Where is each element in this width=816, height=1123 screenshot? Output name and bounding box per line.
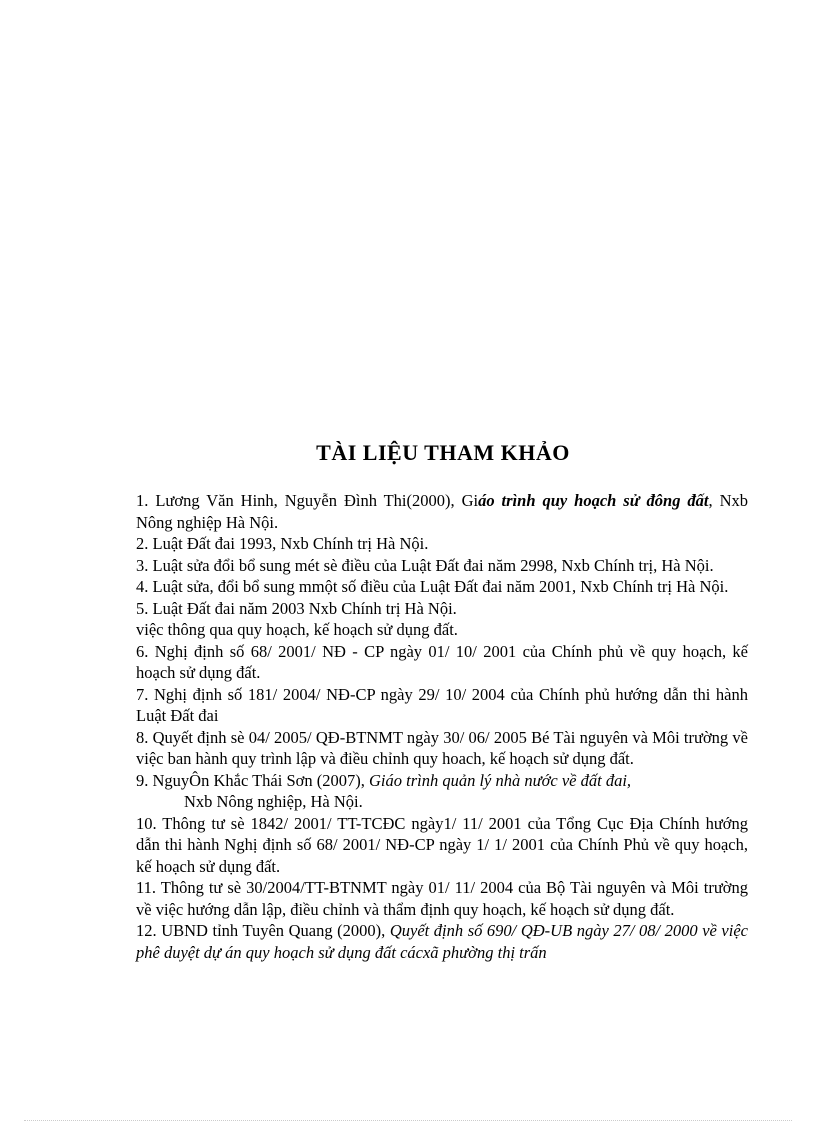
reference-title: áo trình quy hoạch sử đông đất	[478, 491, 709, 510]
reference-text: , Nxb Nông nghiệp Hà Nội.	[136, 491, 748, 532]
page-title: TÀI LIỆU THAM KHẢO	[316, 440, 570, 465]
reference-list	[136, 490, 748, 963]
reference-item: 10. Thông tư sè 1842/ 2001/ TT-TCĐC ngày1/ 11/ 2001 của Tổng Cục Địa Chính hướng dẫn thi hành Nghị định số 68/ 2001/ NĐ-CP ngày 1/ 1/ 2001 của Chính Phủ về quy hoạch, kế hoạch sử dụng đất.	[136, 813, 748, 876]
reference-item: 7. Nghị định số 181/ 2004/ NĐ-CP ngày 29/ 10/ 2004 của Chính phủ hướng dẫn thi hành Luật Đất đai	[136, 684, 748, 725]
reference-item: 2. Luật Đất đai 1993, Nxb Chính trị Hà Nội.	[136, 534, 429, 553]
reference-item: Nxb Nông nghiệp, Hà Nội.	[184, 792, 363, 811]
reference-item: 6. Nghị định số 68/ 2001/ NĐ - CP ngày 01/ 10/ 2001 của Chính phủ về quy hoạch, kế hoạch sử dụng đất.	[136, 641, 748, 682]
reference-item: 3. Luật sửa đổi bổ sung mét sè điều của Luật Đất đai năm 2998, Nxb Chính trị, Hà Nội.	[136, 555, 714, 575]
reference-text: 1. Lương Văn Hinh, Nguyễn Đình Thi(2000), Gi	[136, 491, 479, 510]
page-divider	[24, 1120, 792, 1121]
reference-item: 8. Quyết định sè 04/ 2005/ QĐ-BTNMT ngày 30/ 06/ 2005 Bé Tài nguyên và Môi trường về việc ban hành quy trình lập và điều chỉnh quy hoach, kế hoạch sử dụng đất.	[136, 727, 748, 768]
reference-text: 9. NguyÔn Khắc Thái Sơn (2007),	[136, 770, 369, 790]
reference-item	[136, 490, 748, 533]
reference-item	[136, 770, 748, 792]
reference-item: 5. Luật Đất đai năm 2003 Nxb Chính trị Hà Nội.	[136, 598, 457, 618]
reference-title: Giáo trình quản lý nhà nước về đất đai,	[368, 770, 632, 790]
reference-item	[136, 920, 748, 963]
reference-title: Quyết định số 690/ QĐ-UB ngày 27/ 08/ 2000 về việc phê duyệt dự án quy hoạch sử dụng đất cácxã phường thị trấn	[136, 921, 748, 962]
reference-item: 11. Thông tư sè 30/2004/TT-BTNMT ngày 01/ 11/ 2004 của Bộ Tài nguyên và Môi trường về việc hướng dẫn lập, điều chỉnh và thẩm định quy hoạch, kế hoạch sử dụng đất.	[136, 878, 748, 919]
reference-item: việc thông qua quy hoạch, kế hoạch sử dụng đất.	[136, 620, 458, 639]
reference-text: 12. UBND tỉnh Tuyên Quang (2000),	[136, 921, 390, 940]
reference-item: 4. Luật sửa, đổi bổ sung mmột số điều của Luật Đất đai năm 2001, Nxb Chính trị Hà Nội.	[136, 577, 729, 596]
